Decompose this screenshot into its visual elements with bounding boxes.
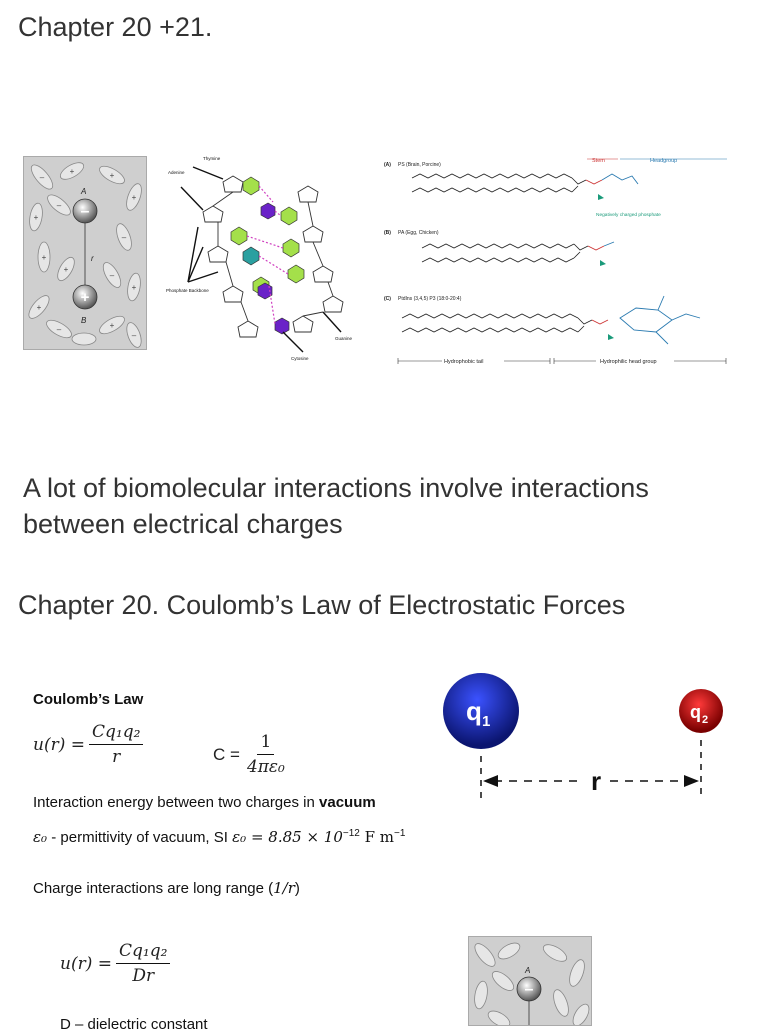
q1-label: q — [466, 696, 482, 726]
c-lhs: C = — [213, 744, 240, 764]
hydrophobic-tail-label: Hydrophobic tail — [444, 359, 484, 365]
perm-value: ε₀ = 8.85 × 10 — [232, 828, 343, 846]
headgroup-label: Headgroup — [650, 158, 678, 164]
coulomb-law-title: Coulomb’s Law — [33, 691, 144, 708]
eq1-denominator: r — [112, 747, 121, 767]
svg-text:–: – — [56, 325, 62, 334]
q2-subscript: 2 — [702, 714, 709, 726]
svg-text:+: + — [131, 283, 137, 292]
lipid-structures-figure — [382, 150, 730, 372]
label-a-small: A — [525, 966, 531, 975]
c-denominator: 4πε₀ — [246, 757, 285, 777]
svg-text:–: – — [39, 173, 45, 182]
dna-label-phosphate-backbone: Phosphate Backbone — [166, 288, 209, 293]
svg-text:+: + — [41, 253, 47, 262]
perm-symbol: ε₀ — [33, 828, 48, 846]
eq2-denominator: Dr — [132, 966, 155, 986]
svg-text:+: + — [69, 167, 75, 176]
q1-subscript: 1 — [482, 713, 491, 730]
plus-sign: + — [80, 289, 90, 306]
long-range-text — [33, 879, 300, 897]
perm-text: - permittivity of vacuum, SI — [47, 829, 233, 846]
label-a: A — [81, 187, 87, 196]
row-b-tag: (B) — [384, 230, 391, 236]
q2-sphere — [679, 689, 723, 733]
intro-paragraph — [23, 470, 649, 542]
row-b-label: PA (Egg, Chicken) — [398, 230, 439, 236]
minus-sign-small: – — [524, 981, 534, 998]
svg-text:+: + — [33, 213, 39, 222]
dna-structure-figure — [163, 152, 363, 367]
minus-sign: – — [80, 203, 90, 220]
row-c-label: PtdIns (3,4,5) P3 (18:0-20:4) — [398, 296, 462, 302]
chapter-heading: Chapter 20 +21. — [18, 12, 213, 42]
long-range-prefix: Charge interactions are long range ( — [33, 880, 274, 897]
distance-r-label: r — [591, 766, 602, 796]
neg-phosphate-label: Negatively charged phosphate — [596, 213, 661, 218]
q2-label: q — [690, 702, 701, 722]
dna-label-adenine: Adenine — [168, 170, 185, 175]
long-range-expr: 1/r — [273, 879, 295, 897]
dna-label-guanine: Guanine — [335, 336, 353, 341]
svg-text:+: + — [109, 171, 115, 180]
long-range-close: ) — [294, 880, 300, 897]
dna-label-cytosine: Cytosine — [291, 356, 309, 361]
energy-bold: vacuum — [319, 794, 376, 811]
svg-text:+: + — [36, 303, 42, 312]
eq1-lhs: u(r) = — [33, 734, 85, 755]
eq2-numerator: Cq₁q₂ — [116, 941, 170, 964]
eq1-fraction — [89, 722, 143, 767]
svg-text:+: + — [109, 321, 115, 330]
svg-text:–: – — [121, 233, 127, 242]
eq2-fraction — [116, 941, 170, 986]
constant-equation — [213, 732, 288, 777]
intro-line-1: A lot of biomolecular interactions involve interactions — [23, 473, 649, 503]
intro-line-2: between electrical charges — [23, 509, 343, 539]
dna-label-thymine: Thymine — [203, 156, 221, 161]
perm-exp: −12 — [342, 828, 360, 839]
svg-text:–: – — [109, 271, 115, 280]
label-b: B — [81, 316, 87, 325]
hydrophilic-head-label: Hydrophilic head group — [600, 359, 657, 365]
section-heading: Chapter 20. Coulomb’s Law of Electrostatic Forces — [18, 590, 626, 620]
charges-in-dielectric-figure-small — [468, 936, 592, 1026]
interaction-energy-text — [33, 794, 376, 811]
dielectric-constant-text: D – dielectric constant — [60, 1016, 208, 1033]
eq1-numerator: Cq₁q₂ — [89, 722, 143, 745]
charges-in-dielectric-figure — [23, 156, 147, 350]
coulomb-equation — [33, 722, 143, 767]
row-a-label: PS (Brain, Porcine) — [398, 162, 441, 168]
perm-unit-exp: −1 — [394, 828, 406, 839]
svg-text:+: + — [131, 193, 137, 202]
label-r: r — [91, 254, 94, 263]
svg-text:–: – — [131, 331, 137, 340]
svg-text:+: + — [63, 265, 69, 274]
eq2-lhs: u(r) = — [60, 953, 112, 974]
c-numerator: 1 — [257, 732, 274, 755]
row-c-tag: (C) — [384, 296, 391, 302]
row-a-tag: (A) — [384, 162, 391, 168]
permittivity-text — [33, 828, 405, 846]
energy-text: Interaction energy between two charges in — [33, 794, 320, 811]
stem-label: Stem — [592, 158, 605, 164]
perm-unit: F m — [359, 828, 395, 846]
charges-distance-diagram — [436, 668, 732, 808]
svg-text:–: – — [56, 201, 62, 210]
dielectric-equation — [60, 941, 170, 986]
c-fraction — [244, 732, 288, 777]
